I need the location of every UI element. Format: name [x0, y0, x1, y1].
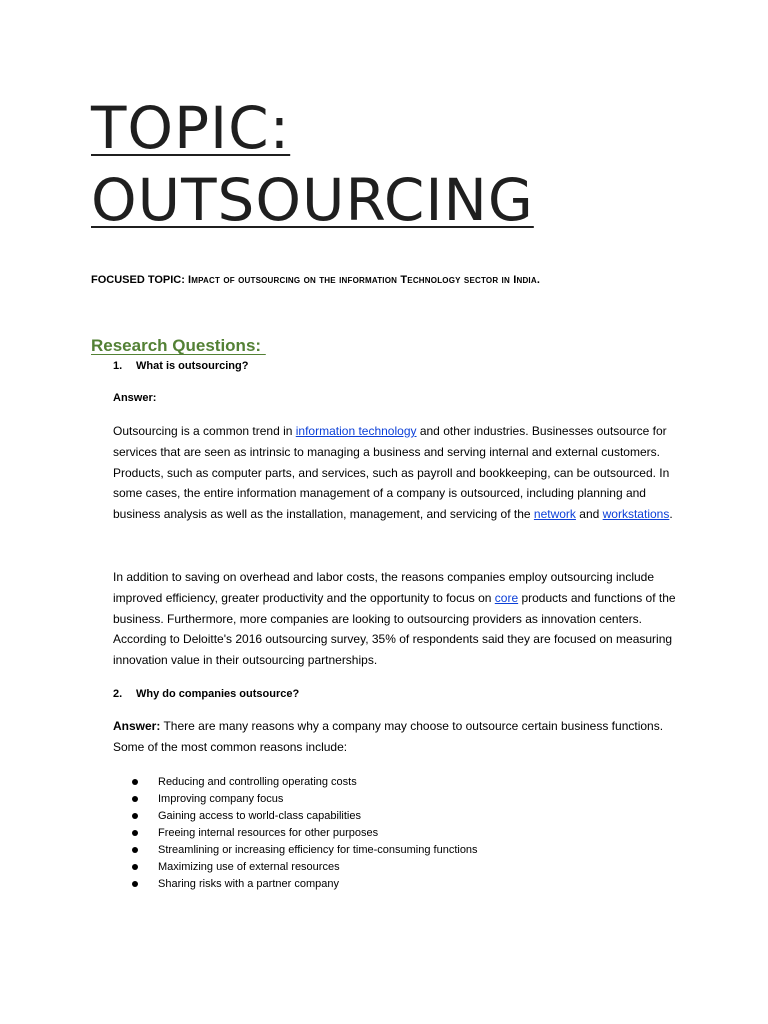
- link-network[interactable]: network: [533, 507, 576, 522]
- bullet-icon: [132, 796, 138, 802]
- focused-topic-label: FOCUSED TOPIC:: [91, 274, 185, 286]
- list-item-text: Reducing and controlling operating costs: [158, 776, 357, 788]
- research-questions-heading: Research Questions:: [91, 336, 266, 355]
- question-2-text: Why do companies outsource?: [136, 688, 300, 700]
- question-2-number: 2.: [113, 688, 123, 700]
- bullet-icon: [132, 864, 138, 870]
- answer-1-p2-text-2: products and functions of the business. Furthermore, more companies are looking to outsourcing providers as innovation centers. According to Deloitte's 2016 outsourcing survey, 35% of respondents said they are focused on measuring innovation value in their outsourcing partnerships.: [113, 590, 676, 668]
- list-item: [113, 791, 478, 808]
- title-line-1: TOPIC:: [91, 94, 291, 162]
- answer-2-paragraph: [113, 716, 693, 758]
- list-item-text: Improving company focus: [158, 793, 284, 805]
- bullet-icon: [132, 830, 138, 836]
- bullet-icon: [132, 813, 138, 819]
- list-item-text: Sharing risks with a partner company: [158, 878, 339, 890]
- list-item-text: Freeing internal resources for other purposes: [158, 827, 379, 839]
- list-item: [113, 825, 478, 842]
- answer-2-label: Answer:: [113, 719, 161, 733]
- answer-1-p1-text-2: and other industries. Businesses outsource for services that are seen as intrinsic to managing a business and serving internal and external customers. Products, such as computer parts, and services, such as payroll and bookkeeping, can be outsourced. In some cases, the entire information management of a company is outsourced, including planning and business analysis as well as the installation, management, and servicing of the: [113, 424, 670, 522]
- answer-1-paragraph-1: [113, 421, 693, 525]
- list-item: [113, 842, 478, 859]
- bullet-icon: [132, 779, 138, 785]
- list-item-text: Maximizing use of external resources: [158, 861, 340, 873]
- page-title: [91, 92, 534, 236]
- answer-1-paragraph-2: [113, 567, 693, 671]
- focused-topic-value: Impact of outsourcing on the information Technology sector in India.: [187, 274, 541, 286]
- question-1: [113, 359, 248, 373]
- answer-2-text: There are many reasons why a company may choose to outsource certain business functions. Some of the most common reasons include:: [113, 719, 664, 754]
- list-item: [113, 876, 478, 893]
- answer-1-p1-text-4: .: [669, 507, 673, 522]
- answer-1-p1-text-1: Outsourcing is a common trend in: [113, 424, 296, 438]
- question-2: [113, 687, 299, 701]
- link-workstations[interactable]: workstations: [602, 507, 670, 522]
- question-1-number: 1.: [113, 360, 123, 372]
- answer-1-label: Answer:: [113, 392, 157, 404]
- title-line-2: OUTSOURCING: [91, 166, 534, 234]
- question-1-text: What is outsourcing?: [136, 360, 249, 372]
- list-item: [113, 808, 478, 825]
- answer-1-p2-text-1: In addition to saving on overhead and labor costs, the reasons companies employ outsourcing include improved efficiency, greater productivity and the opportunity to focus on: [113, 570, 655, 605]
- link-information-technology[interactable]: information technology: [295, 424, 417, 438]
- link-core[interactable]: core: [494, 590, 519, 605]
- list-item-text: Streamlining or increasing efficiency for time-consuming functions: [158, 844, 478, 856]
- reasons-list: [113, 774, 478, 893]
- list-item-text: Gaining access to world-class capabilities: [158, 810, 361, 822]
- list-item: [113, 859, 478, 876]
- bullet-icon: [132, 881, 138, 887]
- list-item: [113, 774, 478, 791]
- focused-topic: [91, 273, 540, 287]
- answer-1-p1-text-3: and: [575, 507, 603, 522]
- bullet-icon: [132, 847, 138, 853]
